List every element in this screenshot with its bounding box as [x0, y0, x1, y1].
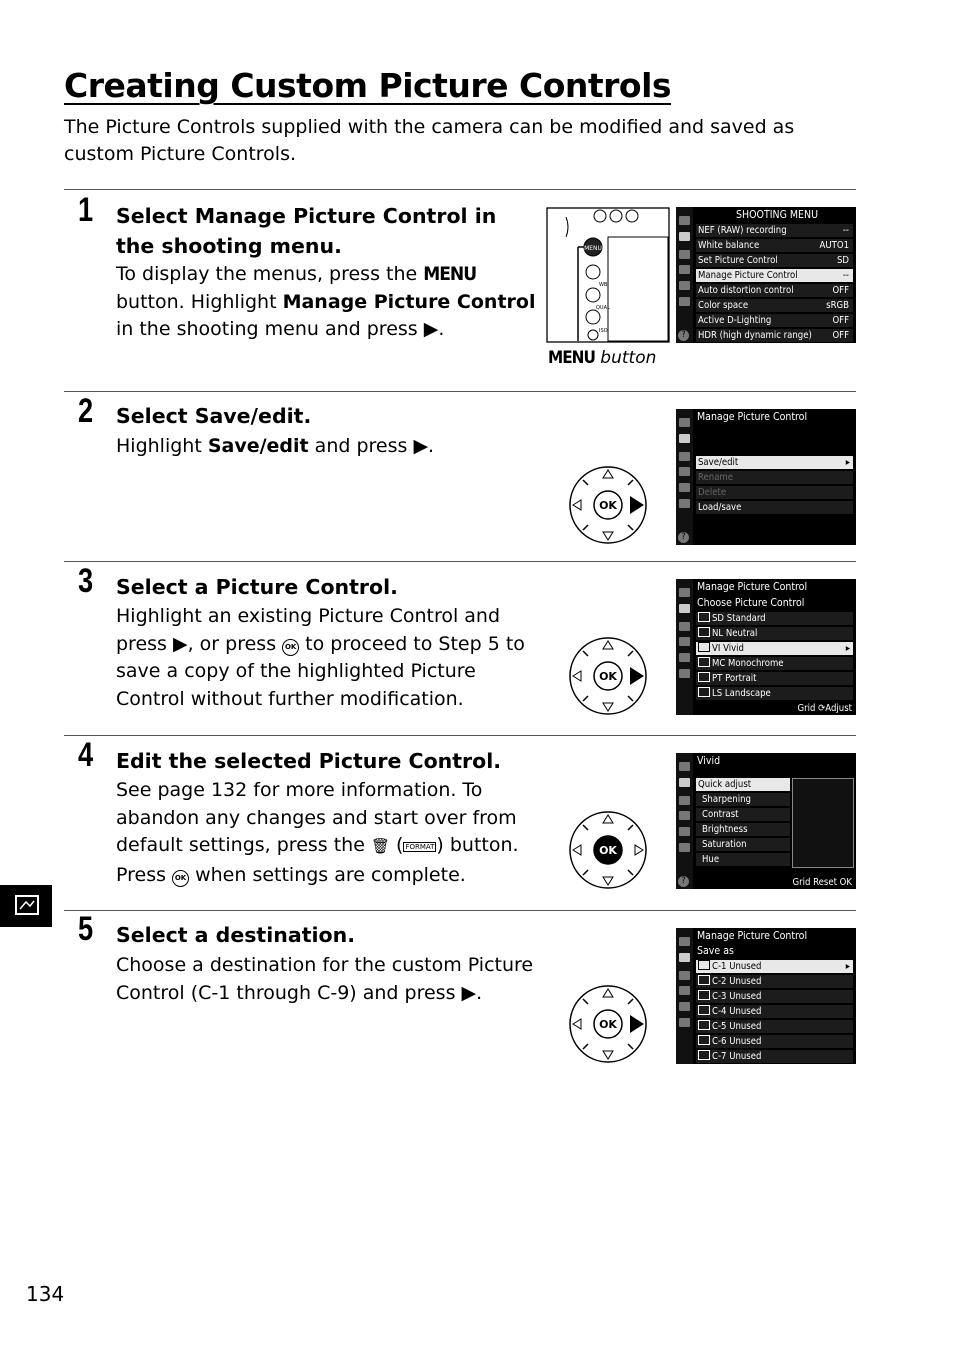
vivid-adjust-screen: Vivid Quick adjust Sharpening Contrast Brightness Saturation Hue ? Grid Reset OK [676, 753, 856, 889]
step-1-number: 1 [78, 191, 94, 229]
step-3-number: 3 [78, 562, 94, 600]
svg-text:ISO: ISO [599, 328, 608, 334]
divider [64, 910, 856, 911]
step-3-title: Select a Picture Control. [116, 575, 398, 599]
page-title: Creating Custom Picture Controls [64, 66, 672, 105]
step-4-body: See page 132 for more information. To abandon any changes and start over from default settings, press the 🗑 ( FORMAT ) button. Press OK when settings are complete. [116, 779, 519, 886]
menu-button-caption: MENU button [548, 348, 657, 368]
step-4-number: 4 [78, 736, 94, 774]
format-icon: FORMAT [405, 843, 435, 851]
intro-paragraph: The Picture Controls supplied with the camera can be modified and saved as custom Picture Controls. [64, 116, 795, 165]
step-5-body: Choose a destination for the custom Picture Control (C-1 through C-9) and press ▶. [116, 954, 534, 1004]
ok-button-icon: OK [172, 870, 189, 887]
svg-text:MENU: MENU [584, 245, 602, 252]
save-as-screen: Manage Picture Control Save as C-1 Unused ▸ C-2 Unused C-3 Unused C-4 Unused C-5 Unused C-6 Unused C-7 Unused [676, 928, 856, 1064]
trash-icon: 🗑 [370, 837, 390, 855]
divider [64, 189, 856, 190]
divider [64, 561, 856, 562]
step-1-title: Select Manage Picture Control in the shooting menu. [116, 204, 497, 258]
step-2-title: Select Save/edit. [116, 404, 312, 428]
step-4-title: Edit the selected Picture Control. [116, 749, 502, 773]
step-1-body: To display the menus, press the MENU button. Highlight Manage Picture Control in the shooting menu and press ▶. [116, 263, 536, 340]
step-5-number: 5 [78, 910, 94, 948]
divider [64, 391, 856, 392]
multi-selector-right-icon [568, 465, 648, 545]
multi-selector-ok-icon [568, 810, 648, 890]
choose-picture-control-screen: Manage Picture Control Choose Picture Control SD Standard NL Neutral VI Vivid ▸ MC Monochrome PT Portrait LS Landscape Grid ⟳Adjust [676, 579, 856, 715]
multi-selector-right-icon [568, 984, 648, 1064]
ok-button-icon: OK [282, 639, 299, 656]
step-2-number: 2 [78, 392, 94, 430]
step-2-body: Highlight Save/edit and press ▶. [116, 435, 435, 457]
shooting-menu-screen: SHOOTING MENU NEF (RAW) recording -- White balance AUTO1 Set Picture Control SD Manage Picture Control -- Auto distortion control OFF Color space sRGB Active D-Lighting OFF HDR (high dynamic range) OFF ? [676, 207, 856, 343]
svg-text:QUAL: QUAL [596, 305, 610, 311]
page-number: 134 [26, 1282, 65, 1306]
picture-control-icon [0, 885, 52, 927]
step-3-body: Highlight an existing Picture Control and press ▶, or press OK to proceed to Step 5 to save a copy of the highlighted Picture Control without further modification. [116, 605, 525, 710]
multi-selector-right-icon [568, 636, 648, 716]
svg-text:OK: OK [599, 844, 617, 857]
svg-text:WB: WB [599, 282, 608, 288]
manage-picture-control-screen: Manage Picture Control Save/edit ▸ Rename Delete Load/save ? [676, 409, 856, 545]
svg-text:OK: OK [599, 1018, 617, 1031]
step-5-title: Select a destination. [116, 923, 355, 947]
retouch-section-tab [0, 885, 52, 927]
camera-back-illustration [546, 207, 670, 343]
svg-text:OK: OK [599, 499, 617, 512]
divider [64, 735, 856, 736]
svg-text:OK: OK [599, 670, 617, 683]
menu-button-glyph: MENU [423, 263, 477, 285]
